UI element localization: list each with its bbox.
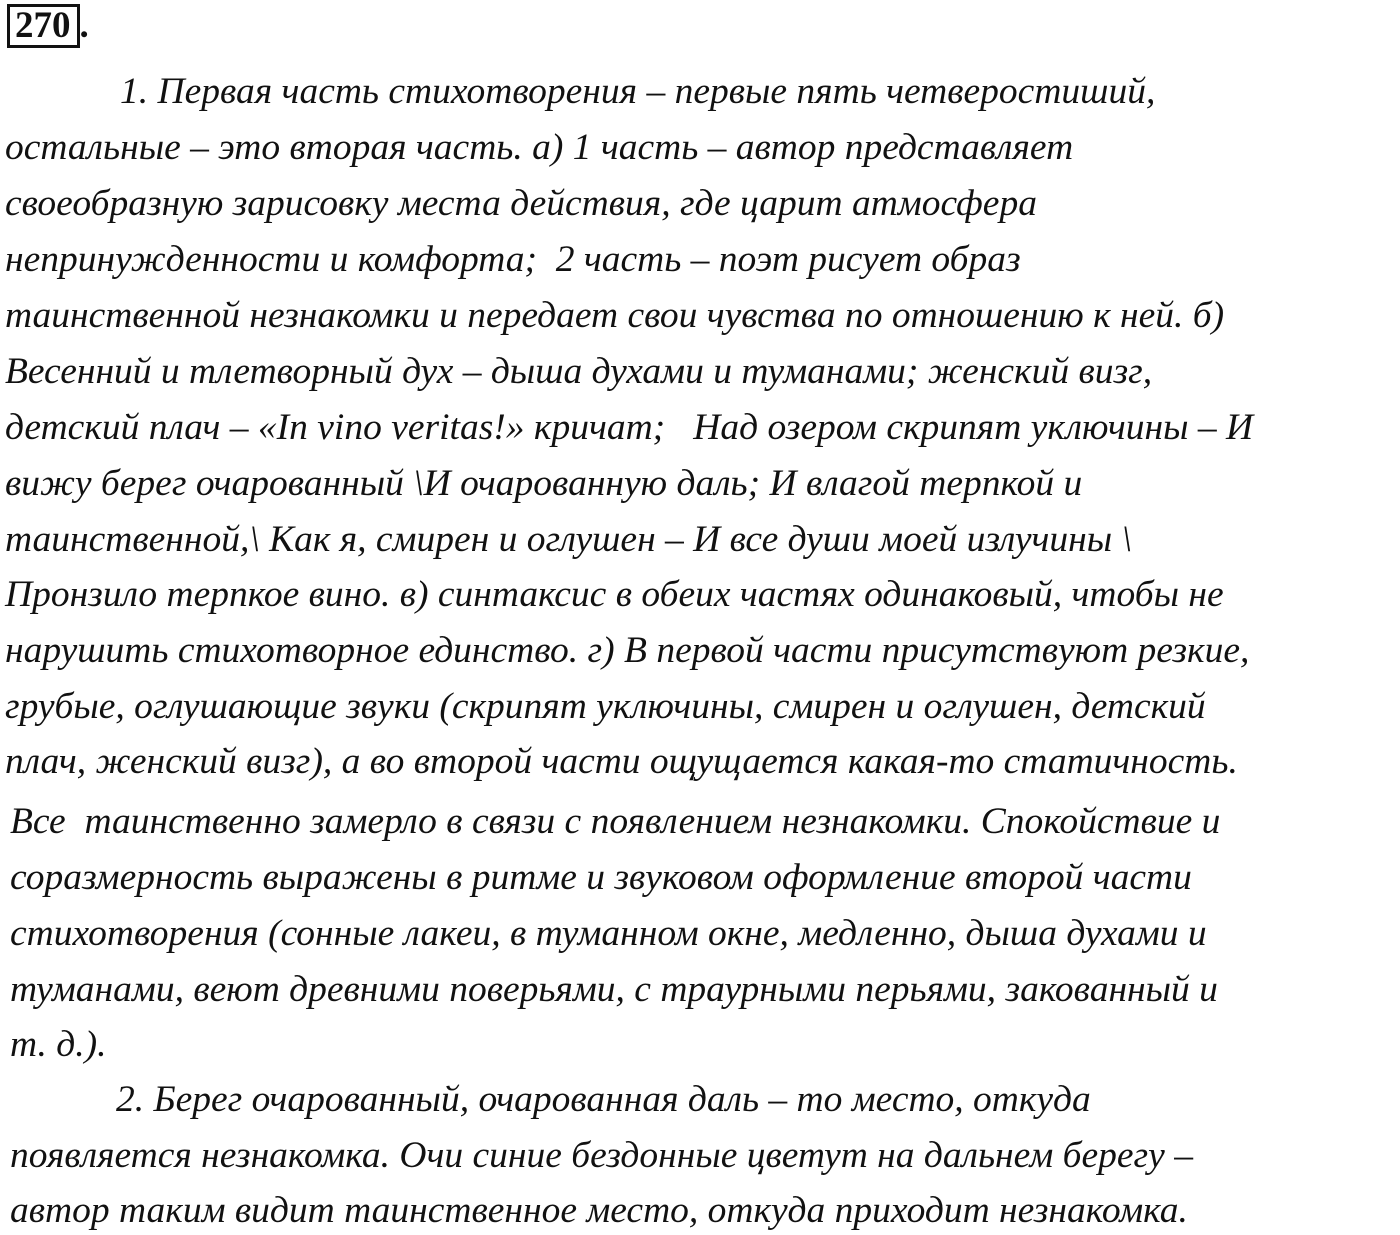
text-line: Весенний и тлетворный дух – дыша духами и туманами; женский визг, [5, 351, 1153, 392]
text-line: туманами, веют древними поверьями, с траурными перьями, закованный и [10, 969, 1218, 1010]
text-line: 1. Первая часть стихотворения – первые пять четверостиший, [120, 71, 1156, 112]
text-line: детский плач – «In vino veritas!» кричат; Над озером скрипят уключины – И [5, 407, 1254, 448]
text-line: Все таинственно замерло в связи с появлением незнакомки. Спокойствие и [10, 801, 1221, 842]
text-line: автор таким видит таинственное место, откуда приходит незнакомка. [10, 1190, 1188, 1231]
text-line: т. д.). [10, 1024, 107, 1065]
task-number [7, 4, 89, 48]
text-line: соразмерность выражены в ритме и звуковом оформление второй части [10, 857, 1192, 898]
text-line: вижу берег очарованный \И очарованную даль; И влагой терпкой и [5, 463, 1083, 504]
text-line: таинственной незнакомки и передает свои чувства по отношению к ней. б) [5, 295, 1225, 336]
text-line: остальные – это вторая часть. а) 1 часть – автор представляет [5, 127, 1074, 168]
text-line: нарушить стихотворное единство. г) В первой части присутствуют резкие, [5, 630, 1250, 671]
text-line: 2. Берег очарованный, очарованная даль – то место, откуда [116, 1079, 1091, 1120]
text-line: появляется незнакомка. Очи синие бездонные цветут на дальнем берегу – [10, 1135, 1193, 1176]
text-line: грубые, оглушающие звуки (скрипят уключины, смирен и оглушен, детский [5, 686, 1206, 727]
text-line: Пронзило терпкое вино. в) синтаксис в обеих частях одинаковый, чтобы не [5, 574, 1224, 615]
task-number-dot: . [79, 5, 89, 46]
text-line: таинственной,\ Как я, смирен и оглушен – И все души моей излучины \ [5, 519, 1132, 560]
text-line: непринужденности и комфорта; 2 часть – поэт рисует образ [5, 239, 1021, 280]
task-number-box: 270 [7, 4, 80, 48]
text-line: стихотворения (сонные лакеи, в туманном окне, медленно, дыша духами и [10, 913, 1207, 954]
text-line: своеобразную зарисовку места действия, где царит атмосфера [5, 183, 1037, 224]
text-line: плач, женский визг), а во второй части ощущается какая-то статичность. [5, 741, 1238, 782]
